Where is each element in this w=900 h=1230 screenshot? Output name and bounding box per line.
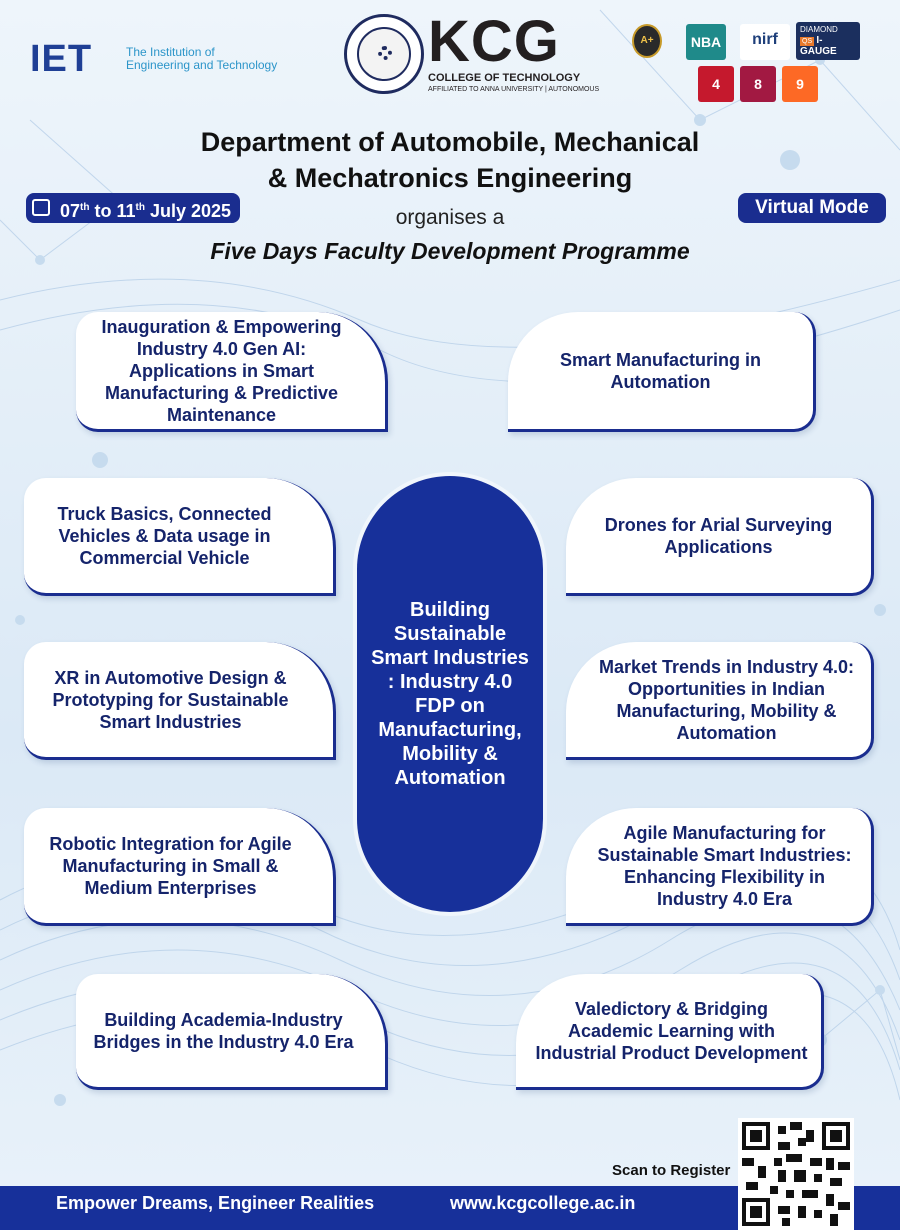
- footer-website-link[interactable]: www.kcgcollege.ac.in: [450, 1193, 636, 1213]
- iet-logo: IET: [30, 38, 93, 80]
- qs-top: DIAMOND: [800, 25, 838, 34]
- iet-name-line2: Engineering and Technology: [126, 58, 278, 72]
- qs-igauge-badge: [796, 22, 860, 60]
- session-card-3: Truck Basics, Connected Vehicles & Data usage in Commercial Vehicle: [24, 478, 336, 596]
- department-title-line2: & Mechatronics Engineering: [267, 163, 633, 193]
- kcg-seal-logo: [344, 14, 424, 94]
- session-card-9: Building Academia-Industry Bridges in the Industry 4.0 Era: [76, 974, 388, 1090]
- date-rest: July 2025: [144, 201, 232, 221]
- date-end-sup: th: [135, 202, 145, 213]
- organises-text: organises a: [395, 206, 505, 229]
- registration-qr-code[interactable]: [738, 1118, 854, 1230]
- kcg-wordmark: KCG: [428, 9, 560, 74]
- naac-grade: A+: [640, 35, 654, 46]
- programme-title: Five Days Faculty Development Programme: [210, 238, 690, 264]
- kcg-affiliation: AFFILIATED TO ANNA UNIVERSITY | AUTONOMOUS: [428, 86, 600, 93]
- qr-code-icon: [742, 1122, 850, 1226]
- session-card-2: Smart Manufacturing in Automation: [508, 312, 816, 432]
- department-title-line1: Department of Automobile, Mechanical: [200, 127, 700, 157]
- kcg-subtitle: COLLEGE OF TECHNOLOGY: [428, 72, 581, 84]
- naac-badge: [632, 24, 662, 58]
- session-card-10: Valedictory & Bridging Academic Learning with Industrial Product Development: [516, 974, 824, 1090]
- iet-name: [126, 46, 277, 72]
- sdg-4-badge: 4: [698, 66, 734, 102]
- session-card-8: Agile Manufacturing for Sustainable Smart Industries: Enhancing Flexibility in Industry 4.0 Era: [566, 808, 874, 926]
- nba-badge: NBA: [686, 24, 726, 60]
- session-card-1: Inauguration & Empowering Industry 4.0 Gen AI: Applications in Smart Manufacturing & Predictive Maintenance: [76, 312, 388, 432]
- scan-to-register-label: Scan to Register: [612, 1162, 731, 1179]
- mode-pill: Virtual Mode: [738, 193, 886, 223]
- nirf-badge: nirf: [740, 24, 790, 60]
- qs-label: I-GAUGE: [800, 35, 837, 57]
- session-card-4: Drones for Arial Surveying Applications: [566, 478, 874, 596]
- center-theme-pill: Building Sustainable Smart Industries : Industry 4.0 FDP on Manufacturing, Mobility & Automation: [357, 476, 543, 912]
- date-start: 07: [60, 201, 81, 221]
- seal-inner: [357, 27, 411, 81]
- qs-tag: QS: [802, 38, 813, 45]
- iet-name-line1: The Institution of: [126, 45, 215, 59]
- session-card-7: Robotic Integration for Agile Manufacturing in Small & Medium Enterprises: [24, 808, 336, 926]
- sdg-9-badge: 9: [782, 66, 818, 102]
- date-start-sup: th: [80, 202, 90, 213]
- session-card-5: XR in Automotive Design & Prototyping for Sustainable Smart Industries: [24, 642, 336, 760]
- sdg-8-badge: 8: [740, 66, 776, 102]
- session-card-6: Market Trends in Industry 4.0: Opportunities in Indian Manufacturing, Mobility & Automation: [566, 642, 874, 760]
- date-to: to 11: [89, 201, 136, 221]
- footer-tagline: Empower Dreams, Engineer Realities: [56, 1193, 375, 1213]
- gear-icon: [378, 46, 392, 60]
